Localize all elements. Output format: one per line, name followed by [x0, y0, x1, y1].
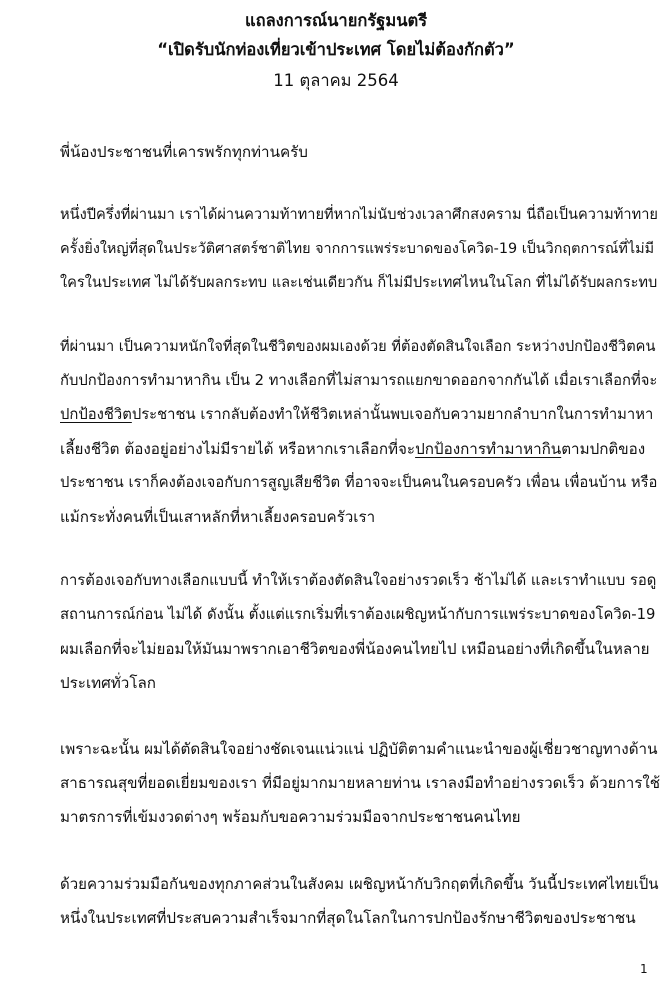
- paragraph-2-line: ที่ผ่านมา เป็นความหนักใจที่สุดในชีวิตของผมเองด้วย ที่ต้องตัดสินใจเลือก ระหว่างปกป้องชีวิตคน: [60, 338, 656, 355]
- paragraph-4-line: เพราะฉะนั้น ผมได้ตัดสินใจอย่างชัดเจนแน่วแน่ ปฏิบัติตามคำแนะนำของผู้เชี่ยวชาญทางด้าน: [60, 740, 658, 758]
- line-text: ประชาชน เรากลับต้องทำให้ชีวิตเหล่านั้นพบเจอกับความยากลำบากในการทำมาหา: [131, 406, 654, 423]
- underlined-phrase: ปกป้องชีวิต: [60, 406, 132, 423]
- paragraph-1-line: หนึ่งปีครึ่งที่ผ่านมา เราได้ผ่านความท้าทายที่หากไม่นับช่วงเวลาศึกสงคราม นี่ถือเป็นความท้าทาย: [60, 206, 658, 223]
- document-date: 11 ตุลาคม 2564: [273, 71, 399, 90]
- paragraph-3-line: ผมเลือกที่จะไม่ยอมให้มันมาพรากเอาชีวิตของพี่น้องคนไทยไป เหมือนอย่างที่เกิดขึ้นในหลาย: [60, 640, 650, 658]
- page-number: 1: [640, 962, 648, 976]
- paragraph-3-line: ประเทศทั่วโลก: [60, 674, 156, 692]
- paragraph-1-line: ครั้งยิ่งใหญ่ที่สุดในประวัติศาสตร์ชาติไทย จากการแพร่ระบาดของโควิด-19 เป็นวิกฤตการณ์ที่ไม่มี: [60, 241, 655, 257]
- paragraph-2-line: [60, 437, 660, 461]
- underlined-phrase: ปกป้องการทำมาหากิน: [415, 440, 562, 458]
- paragraph-3-line: สถานการณ์ก่อน ไม่ได้ ดังนั้น ตั้งแต่แรกเริ่มที่เราต้องเผชิญหน้ากับการแพร่ระบาดของโควิด-19: [60, 606, 656, 623]
- paragraph-3-line: การต้องเจอกับทางเลือกแบบนี้ ทำให้เราต้องตัดสินใจอย่างรวดเร็ว ช้าไม่ได้ และเราทำแบบ รอดู: [60, 572, 657, 589]
- greeting: พี่น้องประชาชนที่เคารพรักทุกท่านครับ: [60, 143, 308, 161]
- document-subtitle: “เปิดรับนักท่องเที่ยวเข้าประเทศ โดยไม่ต้องกักตัว”: [157, 40, 515, 59]
- line-text: ตามปกติของ: [561, 440, 646, 458]
- paragraph-2-line: ประชาชน เราก็คงต้องเจอกับการสูญเสียชีวิต ที่อาจจะเป็นคนในครอบครัว เพื่อน เพื่อนบ้าน หรือ: [60, 474, 658, 491]
- paragraph-2-line: [60, 403, 660, 427]
- paragraph-4-line: มาตรการที่เข้มงวดต่างๆ พร้อมกับขอความร่วมมือจากประชาชนคนไทย: [60, 808, 521, 826]
- paragraph-5-line: หนึ่งในประเทศที่ประสบความสำเร็จมากที่สุดในโลกในการปกป้องรักษาชีวิตของประชาชน: [60, 909, 636, 927]
- paragraph-2-line: แม้กระทั่งคนที่เป็นเสาหลักที่หาเลี้ยงครอบครัวเรา: [60, 508, 376, 526]
- document-title: แถลงการณ์นายกรัฐมนตรี: [244, 11, 428, 30]
- paragraph-1-line: ใครในประเทศ ไม่ได้รับผลกระทบ และเช่นเดียวกัน ก็ไม่มีประเทศไหนในโลก ที่ไม่ได้รับผลกระทบ: [60, 274, 658, 291]
- paragraph-5-line: ด้วยความร่วมมือกันของทุกภาคส่วนในสังคม เผชิญหน้ากับวิกฤตที่เกิดขึ้น วันนี้ประเทศไทยเป็น: [60, 875, 659, 893]
- paragraph-2-line: กับปกป้องการทำมาหากิน เป็น 2 ทางเลือกที่ไม่สามารถแยกขาดออกจากกันได้ เมื่อเราเลือกที่จะ: [60, 372, 658, 389]
- line-text: เลี้ยงชีวิต ต้องอยู่อย่างไม่มีรายได้ หรือหากเราเลือกที่จะ: [60, 440, 416, 458]
- paragraph-4-line: สาธารณสุขที่ยอดเยี่ยมของเรา ที่มีอยู่มากมายหลายท่าน เราลงมือทำอย่างรวดเร็ว ด้วยการใช้: [60, 774, 661, 792]
